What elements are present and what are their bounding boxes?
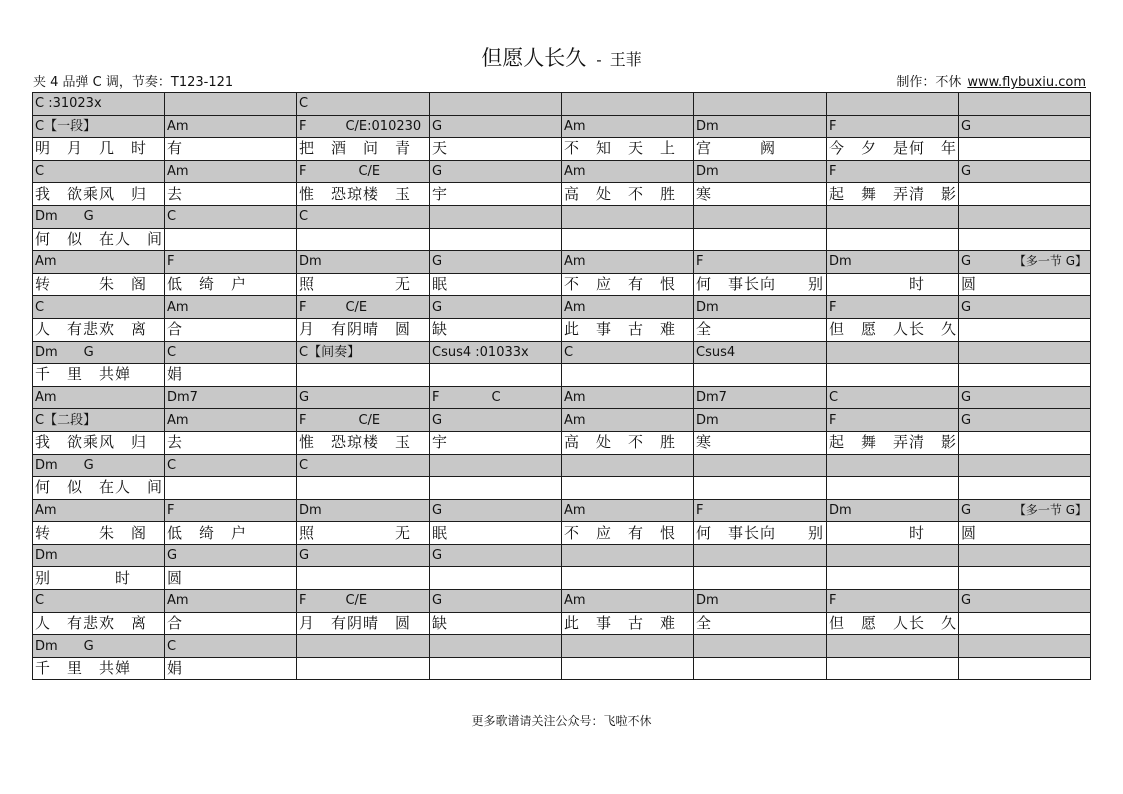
chord-cell (959, 341, 1091, 364)
chord-cell: F (827, 296, 959, 319)
chord-cell: G (959, 115, 1091, 138)
chord-cell: G (430, 590, 562, 613)
chord-cell: Am (562, 409, 694, 432)
chord-cell: C (297, 93, 430, 116)
chord-cell: F C/E (297, 409, 430, 432)
lyric-cell: 何 事长向 别 (694, 522, 827, 545)
chord-cell: Dm (694, 409, 827, 432)
lyric-cell: 但 愿 人长 久 (827, 612, 959, 635)
chord-cell: G (430, 296, 562, 319)
lyric-cell: 我 欲乘风 归 (33, 431, 165, 454)
chord-cell (959, 635, 1091, 658)
lyric-cell (297, 228, 430, 251)
lyric-cell (430, 364, 562, 387)
chord-cell (959, 93, 1091, 116)
chord-cell: F (827, 409, 959, 432)
lyric-cell (959, 657, 1091, 680)
chord-cell: G (959, 386, 1091, 409)
lyric-cell: 娟 (165, 364, 297, 387)
lyric-cell (165, 228, 297, 251)
lyric-cell (297, 364, 430, 387)
chord-cell: G (430, 115, 562, 138)
lyric-row (33, 657, 1091, 680)
chord-cell (959, 544, 1091, 567)
chord-cell: G (430, 499, 562, 522)
chord-cell: G (430, 251, 562, 274)
chord-row (33, 341, 1091, 364)
capo-info: 夹 4 品弹 C 调，节奏：T123-121 (33, 75, 234, 90)
lyric-cell: 合 (165, 318, 297, 341)
lyric-cell: 别 时 (33, 567, 165, 590)
lyric-cell (430, 567, 562, 590)
chord-cell (694, 205, 827, 228)
chord-cell (430, 454, 562, 477)
lyric-cell: 惟 恐琼楼 玉 (297, 431, 430, 454)
chord-cell: Am (165, 296, 297, 319)
chord-cell: F C (430, 386, 562, 409)
chord-cell: Dm (297, 499, 430, 522)
chord-cell (827, 341, 959, 364)
lyric-cell: 圆 (959, 522, 1091, 545)
lyric-cell (959, 183, 1091, 206)
chord-cell: Dm (694, 115, 827, 138)
chord-cell (827, 205, 959, 228)
chord-cell: C (165, 635, 297, 658)
lyric-cell: 何 似 在人 间 (33, 477, 165, 500)
chord-row (33, 454, 1091, 477)
chord-cell (562, 544, 694, 567)
lyric-row (33, 567, 1091, 590)
chord-cell: Am (33, 251, 165, 274)
chord-cell: Am (165, 409, 297, 432)
lyric-cell (959, 318, 1091, 341)
lyric-cell (959, 567, 1091, 590)
chord-cell: G (959, 296, 1091, 319)
lyric-cell (562, 567, 694, 590)
lyric-row (33, 364, 1091, 387)
chord-cell: F C/E (297, 160, 430, 183)
chord-cell: F (827, 590, 959, 613)
chord-cell: F (165, 251, 297, 274)
chord-cell: C (33, 590, 165, 613)
chord-cell: C (165, 205, 297, 228)
artist-name: 王菲 (609, 50, 642, 69)
footer-note: 更多歌谱请关注公众号：飞啦不休 (471, 714, 652, 728)
lyric-cell (694, 228, 827, 251)
lyric-cell: 寒 (694, 431, 827, 454)
chord-cell (430, 93, 562, 116)
chord-cell: C【一段】 (33, 115, 165, 138)
lyric-cell (297, 657, 430, 680)
chord-cell: Am (562, 160, 694, 183)
lyric-cell: 时 (827, 273, 959, 296)
chord-cell (959, 205, 1091, 228)
lyric-cell: 不 知 天 上 (562, 138, 694, 161)
lyric-cell: 宫 阙 (694, 138, 827, 161)
chord-cell: Dm G (33, 635, 165, 658)
lyric-cell: 此 事 古 难 (562, 612, 694, 635)
lyric-cell: 圆 (165, 567, 297, 590)
chord-row (33, 499, 1091, 522)
lyric-cell (827, 657, 959, 680)
lyric-cell: 千 里 共婵 (33, 364, 165, 387)
chord-row (33, 590, 1091, 613)
lyric-cell: 去 (165, 431, 297, 454)
chord-row (33, 115, 1091, 138)
chord-cell (694, 93, 827, 116)
lyric-cell: 低 绮 户 (165, 522, 297, 545)
lyric-cell: 宇 (430, 431, 562, 454)
lyric-cell: 但 愿 人长 久 (827, 318, 959, 341)
chord-cell: C (165, 454, 297, 477)
chord-cell (430, 635, 562, 658)
chord-cell (827, 635, 959, 658)
chord-cell (694, 544, 827, 567)
chord-cell: G (959, 160, 1091, 183)
chord-cell: C (827, 386, 959, 409)
chord-row (33, 251, 1091, 274)
lyric-cell: 缺 (430, 612, 562, 635)
chord-cell: C【二段】 (33, 409, 165, 432)
lyric-cell (430, 228, 562, 251)
lyric-cell (827, 364, 959, 387)
chord-cell: F (694, 251, 827, 274)
lyric-cell (959, 138, 1091, 161)
chord-row (33, 160, 1091, 183)
chord-cell: Am (562, 115, 694, 138)
lyric-cell (165, 477, 297, 500)
lyric-cell: 明 月 几 时 (33, 138, 165, 161)
lyric-cell: 有 (165, 138, 297, 161)
repeat-note: 【多一节 G】 (1013, 254, 1087, 269)
lyric-cell (297, 567, 430, 590)
lyric-row (33, 431, 1091, 454)
lyric-cell (827, 477, 959, 500)
lyric-cell (959, 364, 1091, 387)
chord-sheet-table (32, 92, 1091, 680)
chord-cell: Dm (694, 590, 827, 613)
lyric-row (33, 273, 1091, 296)
lyric-cell: 何 似 在人 间 (33, 228, 165, 251)
lyric-cell: 合 (165, 612, 297, 635)
chord-cell: G 【多一节 G】 (959, 251, 1091, 274)
chord-cell: Am (562, 499, 694, 522)
lyric-cell: 今 夕 是何 年 (827, 138, 959, 161)
chord-row (33, 544, 1091, 567)
lyric-cell: 起 舞 弄清 影 (827, 183, 959, 206)
chord-row (33, 635, 1091, 658)
lyric-cell (562, 477, 694, 500)
lyric-cell: 人 有悲欢 离 (33, 612, 165, 635)
lyric-cell: 缺 (430, 318, 562, 341)
lyric-row (33, 228, 1091, 251)
chord-row (33, 296, 1091, 319)
chord-cell: C (297, 454, 430, 477)
lyric-cell: 我 欲乘风 归 (33, 183, 165, 206)
lyric-cell: 高 处 不 胜 (562, 431, 694, 454)
lyric-cell: 起 舞 弄清 影 (827, 431, 959, 454)
chord-cell: Am (165, 590, 297, 613)
lyric-cell: 千 里 共婵 (33, 657, 165, 680)
chord-cell (827, 454, 959, 477)
chord-cell (827, 93, 959, 116)
chord-cell (959, 454, 1091, 477)
chord-cell: F C/E (297, 590, 430, 613)
lyric-cell: 时 (827, 522, 959, 545)
lyric-cell: 转 朱 阁 (33, 522, 165, 545)
chord-cell: Dm G (33, 341, 165, 364)
chord-cell: G (430, 160, 562, 183)
chord-row (33, 93, 1091, 116)
lyric-row (33, 138, 1091, 161)
lyric-cell (430, 657, 562, 680)
chord-cell: Dm (827, 499, 959, 522)
chord-cell: C (297, 205, 430, 228)
lyric-cell (562, 657, 694, 680)
lyric-cell: 转 朱 阁 (33, 273, 165, 296)
lyric-cell (562, 364, 694, 387)
chord-cell: G (959, 590, 1091, 613)
chord-cell: F (827, 160, 959, 183)
chord-cell: Am (165, 115, 297, 138)
credit (896, 71, 1086, 90)
chord-row (33, 386, 1091, 409)
lyric-cell: 天 (430, 138, 562, 161)
lyric-cell: 全 (694, 612, 827, 635)
lyric-cell (959, 477, 1091, 500)
chord-cell: G (165, 544, 297, 567)
lyric-cell: 惟 恐琼楼 玉 (297, 183, 430, 206)
chord-cell: C【间奏】 (297, 341, 430, 364)
chord-cell (562, 635, 694, 658)
chord-cell: C (562, 341, 694, 364)
lyric-cell: 不 应 有 恨 (562, 273, 694, 296)
lyric-cell: 全 (694, 318, 827, 341)
chord-cell: F (827, 115, 959, 138)
lyric-cell: 娟 (165, 657, 297, 680)
chord-cell (827, 544, 959, 567)
chord-cell: G (959, 409, 1091, 432)
chord-cell: Dm (297, 251, 430, 274)
lyric-row (33, 318, 1091, 341)
chord-cell: Am (33, 499, 165, 522)
chord-cell (562, 454, 694, 477)
chord-cell (694, 454, 827, 477)
lyric-row (33, 477, 1091, 500)
chord-cell (694, 635, 827, 658)
lyric-cell (694, 477, 827, 500)
lyric-cell: 不 应 有 恨 (562, 522, 694, 545)
chord-cell: G (297, 544, 430, 567)
chord-cell: Dm (694, 160, 827, 183)
lyric-cell: 月 有阴晴 圆 (297, 612, 430, 635)
chord-cell: G (430, 544, 562, 567)
chord-cell: C (33, 296, 165, 319)
chord-cell (562, 205, 694, 228)
lyric-cell: 高 处 不 胜 (562, 183, 694, 206)
chord-cell: Am (165, 160, 297, 183)
chord-cell: Am (562, 251, 694, 274)
chord-cell: F C/E:010230 (297, 115, 430, 138)
lyric-cell: 低 绮 户 (165, 273, 297, 296)
lyric-cell (297, 477, 430, 500)
lyric-row (33, 612, 1091, 635)
chord-cell (297, 635, 430, 658)
lyric-cell: 去 (165, 183, 297, 206)
lyric-cell (827, 228, 959, 251)
lyric-cell: 月 有阴晴 圆 (297, 318, 430, 341)
chord-cell: C (165, 341, 297, 364)
lyric-cell: 眠 (430, 273, 562, 296)
lyric-cell: 此 事 古 难 (562, 318, 694, 341)
chord-cell (562, 93, 694, 116)
chord-cell: Dm (33, 544, 165, 567)
repeat-note: 【多一节 G】 (1013, 502, 1087, 517)
credit-link[interactable]: www.flybuxiu.com (967, 75, 1086, 90)
chord-cell: Am (562, 386, 694, 409)
lyric-cell: 照 无 (297, 273, 430, 296)
lyric-cell (827, 567, 959, 590)
lyric-cell (959, 612, 1091, 635)
lyric-cell: 何 事长向 别 (694, 273, 827, 296)
chord-cell: Csus4 :01033x (430, 341, 562, 364)
chord-cell: C :31023x (33, 93, 165, 116)
chord-cell: Am (562, 296, 694, 319)
song-title: 但愿人长久 (481, 46, 587, 70)
chord-cell: Dm G (33, 205, 165, 228)
chord-row (33, 409, 1091, 432)
lyric-cell (694, 657, 827, 680)
lyric-cell (562, 228, 694, 251)
lyric-row (33, 183, 1091, 206)
lyric-cell (959, 431, 1091, 454)
chord-cell: Dm G (33, 454, 165, 477)
chord-cell: Dm (827, 251, 959, 274)
chord-cell: Am (33, 386, 165, 409)
chord-cell: F (165, 499, 297, 522)
lyric-cell (694, 567, 827, 590)
lyric-cell (430, 477, 562, 500)
chord-cell: Dm7 (694, 386, 827, 409)
chord-cell: G (430, 409, 562, 432)
chord-cell: C (33, 160, 165, 183)
chord-row (33, 205, 1091, 228)
lyric-cell: 寒 (694, 183, 827, 206)
lyric-cell (694, 364, 827, 387)
chord-cell: F (694, 499, 827, 522)
chord-cell: Am (562, 590, 694, 613)
lyric-cell: 人 有悲欢 离 (33, 318, 165, 341)
lyric-cell: 宇 (430, 183, 562, 206)
chord-cell (430, 205, 562, 228)
lyric-cell: 照 无 (297, 522, 430, 545)
chord-cell: Dm (694, 296, 827, 319)
chord-cell: Dm7 (165, 386, 297, 409)
chord-cell: F C/E (297, 296, 430, 319)
chord-cell: G 【多一节 G】 (959, 499, 1091, 522)
lyric-cell (959, 228, 1091, 251)
lyric-cell: 眠 (430, 522, 562, 545)
chord-cell: G (297, 386, 430, 409)
lyric-cell: 把 酒 问 青 (297, 138, 430, 161)
chord-cell (165, 93, 297, 116)
lyric-cell: 圆 (959, 273, 1091, 296)
title-row (0, 42, 1123, 72)
credit-label: 制作：不休 (896, 75, 962, 90)
chord-cell: Csus4 (694, 341, 827, 364)
title-separator: - (596, 51, 602, 69)
lyric-row (33, 522, 1091, 545)
